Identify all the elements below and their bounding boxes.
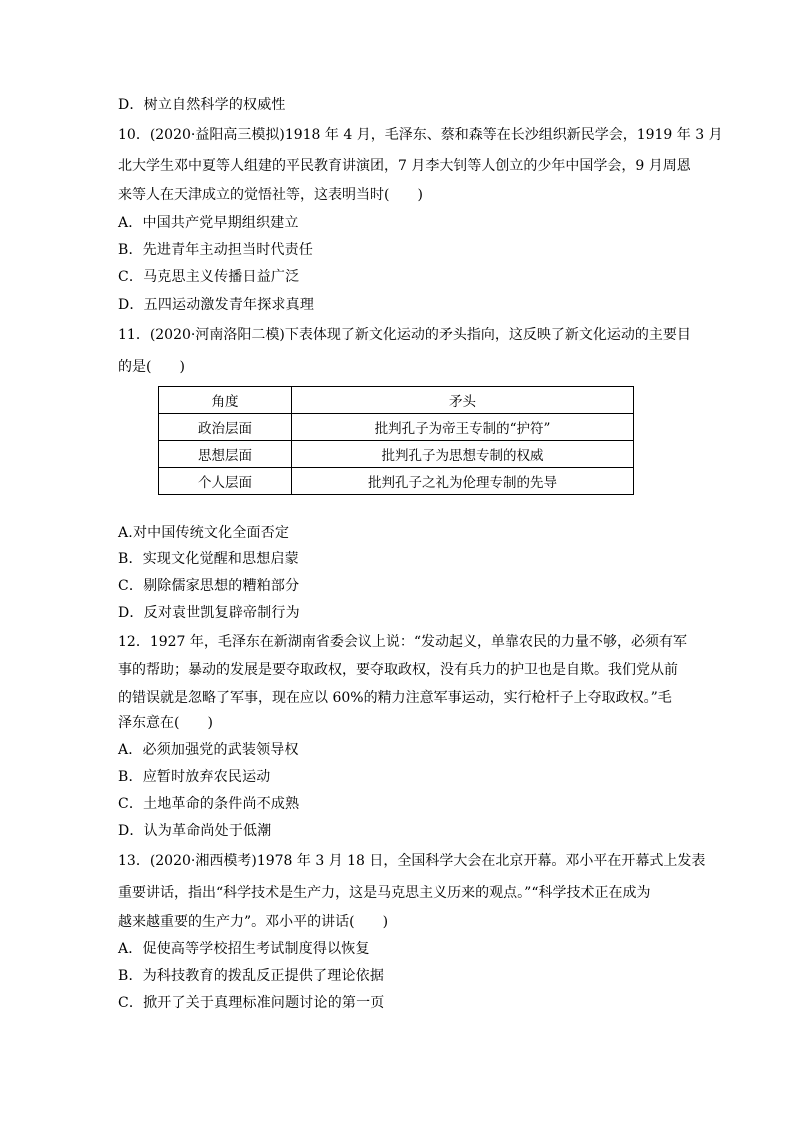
q11-option-b: B．实现文化觉醒和思想启蒙 bbox=[118, 551, 299, 567]
q10-option-c: C．马克思主义传播日益广泛 bbox=[118, 269, 300, 285]
q11-option-c: C．剔除儒家思想的糟粕部分 bbox=[118, 578, 300, 594]
q13-option-a: A．促使高等学校招生考试制度得以恢复 bbox=[118, 941, 370, 957]
table-row bbox=[159, 414, 634, 441]
q10-stem-line-1: 10．(2020·益阳高三模拟)1918 年 4 月，毛泽东、蔡和森等在长沙组织新民学会，1919 年 3 月 bbox=[118, 127, 723, 143]
table-cell: 批判孔子为思想专制的权威 bbox=[292, 441, 634, 468]
q12-stem-line-2: 事的帮助；暴动的发展是要夺取政权，要夺取政权，没有兵力的护卫也是自欺。我们党从前 bbox=[118, 662, 678, 678]
q13-option-c: C．掀开了关于真理标准问题讨论的第一页 bbox=[118, 995, 385, 1011]
q12-option-b: B．应暂时放弃农民运动 bbox=[118, 769, 271, 785]
q10-option-b: B．先进青年主动担当时代责任 bbox=[118, 242, 314, 258]
table-header-row bbox=[159, 387, 634, 414]
table-row bbox=[159, 468, 634, 495]
table-header-cell: 矛头 bbox=[292, 387, 634, 414]
q12-option-d: D．认为革命尚处于低潮 bbox=[118, 823, 272, 839]
table-row bbox=[159, 441, 634, 468]
q11-option-a: A.对中国传统文化全面否定 bbox=[118, 525, 290, 541]
q13-stem-line-3: 越来越重要的生产力”。邓小平的讲话( ) bbox=[118, 914, 389, 930]
q12-stem-line-4: 泽东意在( ) bbox=[118, 715, 213, 731]
table-cell: 批判孔子为帝王专制的“护符” bbox=[292, 414, 634, 441]
table-cell: 批判孔子之礼为伦理专制的先导 bbox=[292, 468, 634, 495]
prev-option-d: D．树立自然科学的权威性 bbox=[118, 97, 286, 113]
table-cell: 思想层面 bbox=[159, 441, 292, 468]
q13-stem-line-2: 重要讲话，指出“科学技术是生产力，这是马克思主义历来的观点。”“科学技术正在成为 bbox=[118, 885, 651, 901]
q11-option-d: D．反对袁世凯复辟帝制行为 bbox=[118, 605, 300, 621]
q10-option-a: A．中国共产党早期组织建立 bbox=[118, 215, 299, 231]
q10-stem-line-3: 来等人在天津成立的觉悟社等，这表明当时( ) bbox=[118, 187, 423, 203]
table-cell: 政治层面 bbox=[159, 414, 292, 441]
table-header-cell: 角度 bbox=[159, 387, 292, 414]
q12-option-c: C．土地革命的条件尚不成熟 bbox=[118, 796, 300, 812]
q10-option-d: D．五四运动激发青年探求真理 bbox=[118, 297, 315, 313]
table-cell: 个人层面 bbox=[159, 468, 292, 495]
q11-stem-line-2: 的是( ) bbox=[118, 359, 185, 375]
q10-stem-line-2: 北大学生邓中夏等人组建的平民教育讲演团，7 月李大钊等人创立的少年中国学会，9 月周恩 bbox=[118, 158, 691, 174]
q12-stem-line-1: 12．1927 年，毛泽东在新湖南省委会议上说：“发动起义，单靠农民的力量不够，必须有军 bbox=[118, 634, 688, 650]
q13-option-b: B．为科技教育的拨乱反正提供了理论依据 bbox=[118, 968, 385, 984]
q12-stem-line-3: 的错误就是忽略了军事，现在应以 60%的精力注意军事运动，实行枪杆子上夺取政权。”毛 bbox=[118, 690, 672, 706]
q13-stem-line-1: 13．(2020·湘西模考)1978 年 3 月 18 日，全国科学大会在北京开幕。邓小平在开幕式上发表 bbox=[118, 853, 706, 869]
target-table bbox=[158, 386, 634, 495]
q11-stem-line-1: 11．(2020·河南洛阳二模)下表体现了新文化运动的矛头指向，这反映了新文化运动的主要目 bbox=[118, 327, 691, 343]
q12-option-a: A．必须加强党的武装领导权 bbox=[118, 742, 299, 758]
